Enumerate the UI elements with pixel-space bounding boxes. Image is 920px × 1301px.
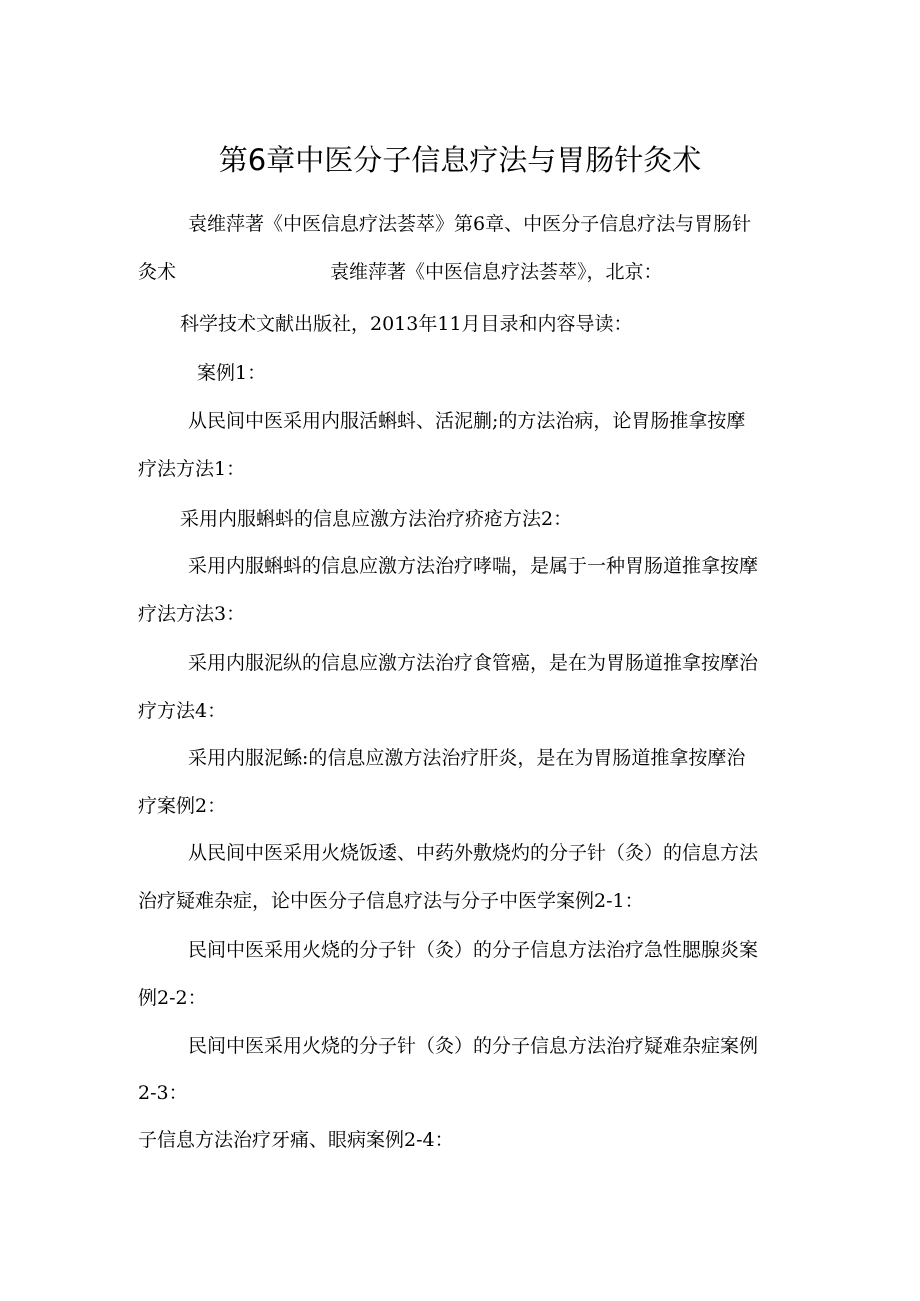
text-line: 案例1：: [197, 362, 267, 384]
text-line: 民间中医采用火烧的分子针（灸）的分子信息方法治疗疑难杂症案例: [188, 1035, 759, 1057]
text-line: 采用内服泥纵的信息应激方法治疗食管癌，是在为胃肠道推拿按摩治: [188, 652, 759, 674]
text-line: 子信息方法治疗牙痛、眼病案例2-4：: [138, 1129, 454, 1151]
text-line: 灸术: [138, 261, 177, 283]
text-line: 民间中医采用火烧的分子针（灸）的分子信息方法治疗急性腮腺炎案: [188, 939, 759, 961]
text-line: 疗法方法3：: [138, 603, 246, 625]
text-line: 从民间中医采用火烧饭逶、中药外敷烧灼的分子针（灸）的信息方法: [188, 842, 759, 864]
text-line: 科学技术文献出版社，2013年11月目录和内容导读：: [180, 313, 633, 335]
text-line: 采用内服泥鲧:的信息应激方法治疗肝炎，是在为胃肠道推拿按摩治: [188, 747, 746, 769]
text-line: 2-3：: [138, 1082, 188, 1104]
text-line: 疗案例2：: [138, 795, 227, 817]
text-line: 治疗疑难杂症，论中医分子信息疗法与分子中医学案例2-1：: [138, 890, 644, 912]
text-line: 从民间中医采用内服活蝌蚪、活泥蒯;的方法治病，论胃肠推拿按摩: [188, 410, 746, 432]
text-line: 例2-2：: [138, 987, 207, 1009]
text-line: 袁维萍著《中医信息疗法荟萃》，北京：: [330, 261, 663, 283]
text-line: 采用内服蝌蚪的信息应激方法治疗疥疮方法2：: [180, 508, 573, 530]
text-line: 疗方法4：: [138, 700, 227, 722]
text-line: 疗法方法1：: [138, 458, 246, 480]
text-line: 采用内服蝌蚪的信息应激方法治疗哮喘，是属于一种胃肠道推拿按摩: [188, 555, 759, 577]
page-title: 第6章中医分子信息疗法与胃肠针灸术: [218, 143, 702, 177]
text-line: 袁维萍著《中医信息疗法荟萃》第6章、中医分子信息疗法与胃肠针: [188, 213, 752, 235]
